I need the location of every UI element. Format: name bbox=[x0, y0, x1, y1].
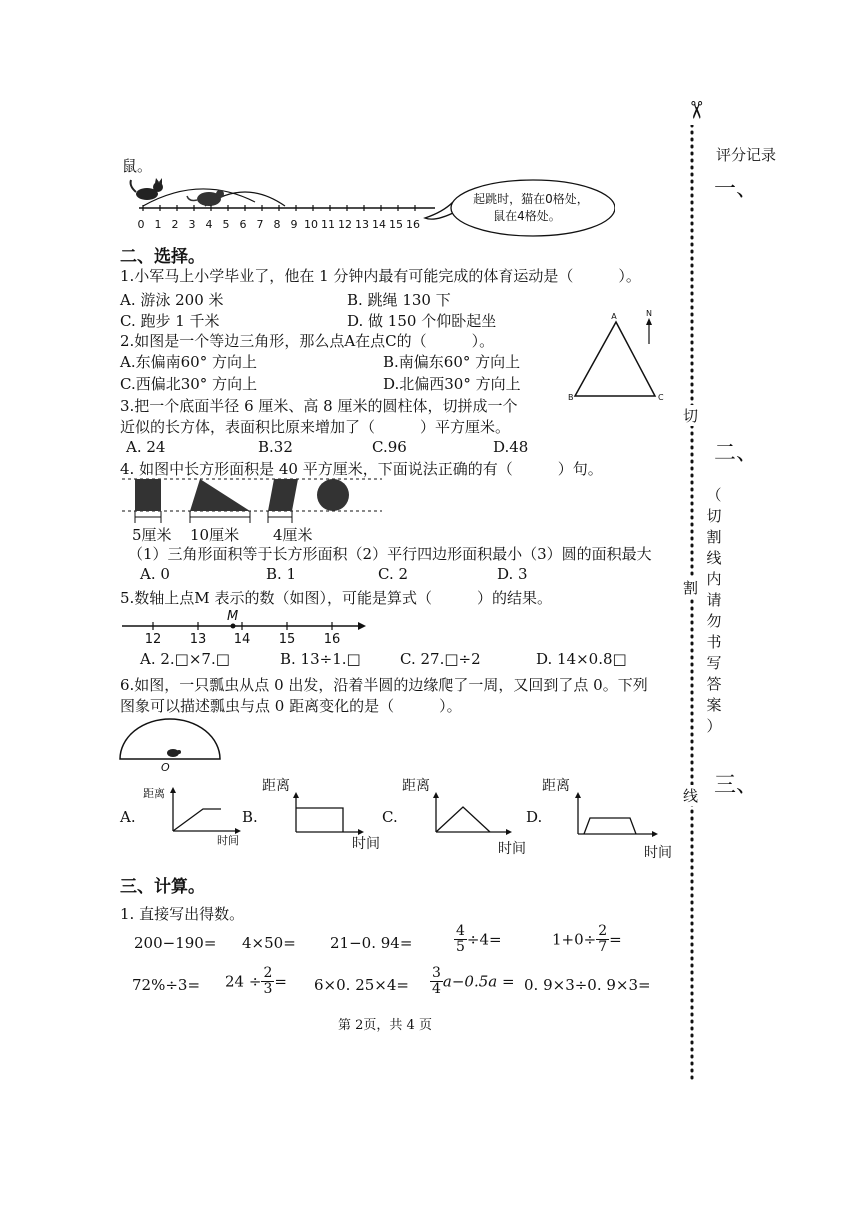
tick-label: 7 bbox=[256, 218, 264, 231]
notice-char: 线 bbox=[706, 549, 722, 567]
tick-label: 2 bbox=[171, 218, 179, 231]
tick-label: 16 bbox=[406, 218, 420, 231]
q4-dim-rect: 5厘米 bbox=[132, 526, 172, 544]
tick-label: 15 bbox=[278, 632, 296, 647]
fraction: $\frac{2}{7}$ bbox=[598, 923, 608, 955]
graph-d bbox=[570, 790, 662, 840]
calc-expression: 72%÷3= bbox=[132, 976, 201, 994]
tick-label: 16 bbox=[323, 632, 341, 647]
cut-line bbox=[684, 125, 700, 1080]
q5-option-a: A. 2.□×7.□ bbox=[140, 650, 230, 668]
q5-number-line bbox=[120, 606, 370, 648]
q4-option-a: A. 0 bbox=[140, 565, 170, 583]
notice-char: 写 bbox=[706, 654, 722, 672]
notice-char: 割 bbox=[706, 528, 722, 546]
q3-line-1: 3.把一个底面半径 6 厘米、高 8 厘米的圆柱体，切拼成一个 bbox=[120, 397, 518, 415]
cut-label-2: 割 bbox=[683, 579, 699, 597]
section-3-title: 三、计算。 bbox=[120, 877, 205, 897]
speech-bubble bbox=[425, 180, 615, 236]
q2-option-a: A.东偏南60° 方向上 bbox=[120, 353, 257, 371]
north-arrow-icon bbox=[646, 318, 652, 344]
q6-option-d: D. bbox=[526, 808, 543, 826]
score-section-1: 一、 bbox=[714, 177, 759, 202]
tick-label: 8 bbox=[273, 218, 281, 231]
notice-char: ） bbox=[706, 717, 722, 735]
tick-label: 11 bbox=[321, 218, 335, 231]
tick-label: 4 bbox=[205, 218, 213, 231]
graph-a bbox=[165, 785, 245, 835]
semicircle-figure bbox=[115, 712, 225, 772]
q3-line-2: 近似的长方体，表面积比原来增加了（ ）平方厘米。 bbox=[120, 418, 511, 436]
tick-label: 5 bbox=[222, 218, 230, 231]
calc-expression: 4×50= bbox=[242, 934, 296, 952]
calc-expression: 24 ÷ $\frac{2}{3}$ = bbox=[225, 965, 287, 997]
notice-char: 书 bbox=[706, 633, 722, 651]
circle-shape bbox=[317, 479, 349, 511]
score-record-label: 评分记录 bbox=[716, 146, 777, 164]
graph-d-xlabel: 时间 bbox=[644, 845, 672, 861]
tick-label: 15 bbox=[389, 218, 403, 231]
bubble-line-2: 鼠在4格处。 bbox=[493, 209, 561, 223]
graph-c bbox=[428, 790, 516, 838]
q6-option-a: A. bbox=[120, 808, 136, 826]
tick-label: 14 bbox=[372, 218, 386, 231]
vertex-c-label: C bbox=[658, 393, 664, 402]
vertex-b-label: B bbox=[568, 393, 574, 402]
q1-option-c: C. 跑步 1 千米 bbox=[120, 312, 220, 330]
tick-label: 12 bbox=[338, 218, 352, 231]
score-section-2: 二、 bbox=[714, 441, 759, 466]
vertex-a-label: A bbox=[611, 312, 617, 321]
q5-stem: 5.数轴上点M 表示的数（如图），可能是算式（ ）的结果。 bbox=[120, 589, 552, 607]
graph-d-ylabel: 距离 bbox=[542, 778, 570, 794]
q3-option-a: A. 24 bbox=[126, 438, 166, 456]
fraction: $\frac{3}{4}$ bbox=[432, 965, 441, 997]
parallelogram-shape bbox=[268, 479, 298, 511]
q3-option-c: C.96 bbox=[372, 438, 407, 456]
tick-label: 9 bbox=[290, 218, 298, 231]
tick-label: 3 bbox=[188, 218, 196, 231]
mouse-icon bbox=[187, 190, 224, 206]
calc-expression: $\frac{3}{4}$ a−0.5a = bbox=[432, 965, 515, 997]
notice-char: 内 bbox=[706, 570, 722, 588]
equilateral-triangle-figure bbox=[560, 308, 670, 404]
q4-dim-parallelogram: 4厘米 bbox=[273, 526, 313, 544]
q4-option-d: D. 3 bbox=[497, 565, 528, 583]
tick-label: 13 bbox=[189, 632, 207, 647]
cut-label-1: 切 bbox=[683, 407, 699, 425]
graph-c-xlabel: 时间 bbox=[498, 841, 526, 857]
tick-label: 14 bbox=[233, 632, 251, 647]
bubble-line-1: 起跳时，猫在0格处， bbox=[473, 192, 589, 206]
graph-c-ylabel: 距离 bbox=[402, 778, 430, 794]
ladybug-icon bbox=[167, 749, 179, 757]
q1-option-a: A. 游泳 200 米 bbox=[120, 291, 224, 309]
notice-char: 请 bbox=[706, 591, 722, 609]
q6-line-2: 图象可以描述瓢虫与点 0 距离变化的是（ ）。 bbox=[120, 697, 462, 715]
q5-option-b: B. 13÷1.□ bbox=[280, 650, 361, 668]
calc-expression: 21−0. 94= bbox=[330, 934, 413, 952]
point-m bbox=[231, 624, 236, 629]
score-section-3: 三、 bbox=[714, 773, 759, 798]
graph-a-ylabel: 距离 bbox=[143, 787, 165, 800]
q3-option-d: D.48 bbox=[493, 438, 529, 456]
q4-option-c: C. 2 bbox=[378, 565, 409, 583]
q1-stem: 1.小军马上小学毕业了，他在 1 分钟内最有可能完成的体育运动是（ ）。 bbox=[120, 267, 641, 285]
page-footer: 第 2页，共 4 页 bbox=[338, 1018, 432, 1033]
section-2-title: 二、选择。 bbox=[120, 247, 205, 267]
q1-option-d: D. 做 150 个仰卧起坐 bbox=[347, 312, 497, 330]
q4-option-b: B. 1 bbox=[266, 565, 297, 583]
tick-label: 12 bbox=[144, 632, 162, 647]
fraction: $\frac{4}{5}$ bbox=[456, 923, 465, 955]
graph-a-xlabel: 时间 bbox=[217, 834, 239, 847]
graph-b-ylabel: 距离 bbox=[262, 778, 290, 794]
point-m-label: M bbox=[227, 609, 239, 624]
notice-char: 答 bbox=[706, 675, 722, 693]
tick-label: 6 bbox=[239, 218, 247, 231]
cat-icon bbox=[131, 178, 163, 200]
cut-label-3: 线 bbox=[683, 787, 699, 805]
q1-option-b: B. 跳绳 130 下 bbox=[347, 291, 451, 309]
q4-dim-triangle: 10厘米 bbox=[190, 526, 240, 544]
q5-option-d: D. 14×0.8□ bbox=[536, 650, 627, 668]
tick-label: 10 bbox=[304, 218, 318, 231]
notice-char: 勿 bbox=[706, 612, 722, 630]
q5-option-c: C. 27.□÷2 bbox=[400, 650, 481, 668]
fraction: $\frac{2}{3}$ bbox=[263, 965, 273, 997]
q6-option-c: C. bbox=[382, 808, 398, 826]
q2-option-b: B.南偏东60° 方向上 bbox=[383, 353, 521, 371]
tick-label: 1 bbox=[154, 218, 162, 231]
q4-statements: （1）三角形面积等于长方形面积（2）平行四边形面积最小（3）圆的面积最大 bbox=[128, 545, 652, 563]
origin-label: O bbox=[161, 761, 170, 772]
triangle-shape bbox=[190, 479, 250, 511]
q6-option-b: B. bbox=[242, 808, 258, 826]
q2-option-c: C.西偏北30° 方向上 bbox=[120, 375, 258, 393]
q6-line-1: 6.如图，一只瓢虫从点 0 出发，沿着半圆的边缘爬了一周，又回到了点 0。下列 bbox=[120, 676, 648, 694]
q3-option-b: B.32 bbox=[258, 438, 293, 456]
q2-option-d: D.北偏西30° 方向上 bbox=[383, 375, 521, 393]
notice-char: 案 bbox=[706, 696, 722, 714]
tick-label: 0 bbox=[137, 218, 145, 231]
graph-b-xlabel: 时间 bbox=[352, 836, 380, 852]
section-3-subtitle: 1. 直接写出得数。 bbox=[120, 905, 245, 923]
tick-label: 13 bbox=[355, 218, 369, 231]
q2-stem: 2.如图是一个等边三角形，那么点A在点C的（ ）。 bbox=[120, 332, 495, 350]
notice-char: 切 bbox=[706, 507, 722, 525]
scissors-icon: ✂ bbox=[682, 99, 711, 121]
notice-char: （ bbox=[706, 486, 722, 504]
q4-stem: 4. 如图中长方形面积是 40 平方厘米，下面说法正确的有（ ）句。 bbox=[120, 460, 603, 478]
cat-mouse-figure bbox=[125, 172, 615, 240]
calc-expression: 200−190= bbox=[134, 934, 217, 952]
calc-expression: 0. 9×3÷0. 9×3= bbox=[524, 976, 651, 994]
trailing-text: 鼠。 bbox=[122, 157, 153, 175]
graph-b bbox=[288, 790, 368, 838]
north-label: N bbox=[646, 309, 652, 318]
calc-expression: $\frac{4}{5}$ ÷4= bbox=[456, 923, 502, 955]
calc-expression: 1+0÷ $\frac{2}{7}$ = bbox=[552, 923, 622, 955]
rectangle-shape bbox=[135, 479, 161, 511]
calc-expression: 6×0. 25×4= bbox=[314, 976, 409, 994]
